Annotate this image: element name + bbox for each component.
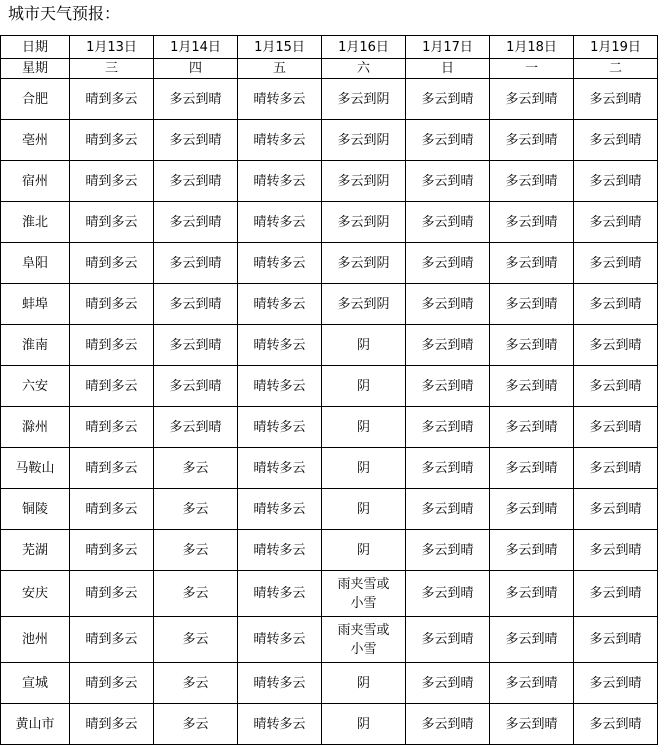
forecast-cell bbox=[322, 530, 406, 571]
forecast-text: 晴到多云 bbox=[85, 632, 138, 647]
forecast-text: 多云到晴 bbox=[505, 91, 558, 107]
city-name-cell: 淮南 bbox=[1, 325, 70, 366]
forecast-cell bbox=[406, 407, 490, 448]
forecast-text: 多云到晴 bbox=[421, 716, 474, 732]
forecast-text: 多云到晴 bbox=[421, 460, 474, 476]
forecast-cell bbox=[406, 202, 490, 243]
city-name-cell: 蚌埠 bbox=[1, 284, 70, 325]
forecast-text: 多云到晴 bbox=[589, 173, 642, 189]
forecast-text: 阴 bbox=[356, 501, 370, 517]
forecast-cell bbox=[574, 120, 658, 161]
forecast-cell bbox=[490, 530, 574, 571]
forecast-table bbox=[0, 35, 658, 745]
forecast-text: 阴 bbox=[356, 419, 370, 435]
forecast-cell bbox=[406, 79, 490, 120]
forecast-cell bbox=[70, 120, 154, 161]
forecast-cell bbox=[490, 284, 574, 325]
table-row bbox=[1, 530, 658, 571]
weekday-header-cell: 三 bbox=[70, 59, 154, 79]
forecast-text: 多云到晴 bbox=[589, 501, 642, 517]
date-header-cell: 1月14日 bbox=[154, 36, 238, 59]
forecast-text: 多云到晴 bbox=[589, 675, 642, 691]
forecast-text: 多云到晴 bbox=[505, 542, 558, 558]
forecast-text: 多云到晴 bbox=[169, 214, 222, 230]
forecast-text: 晴到多云 bbox=[85, 460, 138, 476]
forecast-text: 多云到晴 bbox=[505, 501, 558, 517]
forecast-cell bbox=[238, 161, 322, 202]
forecast-cell bbox=[154, 243, 238, 284]
forecast-cell bbox=[238, 120, 322, 161]
table-row bbox=[1, 161, 658, 202]
forecast-cell bbox=[154, 530, 238, 571]
forecast-cell bbox=[238, 284, 322, 325]
forecast-cell bbox=[322, 489, 406, 530]
forecast-cell bbox=[322, 161, 406, 202]
table-row bbox=[1, 704, 658, 745]
forecast-cell bbox=[406, 530, 490, 571]
forecast-cell bbox=[154, 448, 238, 489]
forecast-cell bbox=[322, 617, 406, 663]
table-row bbox=[1, 79, 658, 120]
forecast-text: 雨夹雪或小雪 bbox=[337, 622, 390, 657]
forecast-cell bbox=[322, 448, 406, 489]
forecast-text: 晴到多云 bbox=[85, 586, 138, 601]
date-header-cell: 1月17日 bbox=[406, 36, 490, 59]
forecast-text: 晴到多云 bbox=[85, 91, 138, 107]
forecast-text: 多云到晴 bbox=[421, 337, 474, 353]
forecast-cell bbox=[322, 663, 406, 704]
forecast-cell bbox=[154, 120, 238, 161]
forecast-cell bbox=[70, 202, 154, 243]
forecast-text: 多云到晴 bbox=[169, 173, 222, 189]
weekday-header-cell: 四 bbox=[154, 59, 238, 79]
forecast-cell bbox=[574, 704, 658, 745]
forecast-cell bbox=[238, 366, 322, 407]
forecast-text: 晴转多云 bbox=[253, 716, 306, 732]
forecast-cell bbox=[490, 489, 574, 530]
forecast-cell bbox=[490, 704, 574, 745]
forecast-text: 多云 bbox=[182, 501, 209, 517]
forecast-cell bbox=[238, 243, 322, 284]
forecast-cell bbox=[574, 448, 658, 489]
weekday-header-row bbox=[1, 59, 658, 79]
table-row bbox=[1, 202, 658, 243]
forecast-cell bbox=[238, 325, 322, 366]
forecast-text: 晴到多云 bbox=[85, 501, 138, 517]
forecast-text: 多云到晴 bbox=[421, 419, 474, 435]
forecast-text: 雨夹雪或小雪 bbox=[337, 576, 390, 611]
forecast-text: 多云到晴 bbox=[505, 419, 558, 435]
forecast-text: 晴转多云 bbox=[253, 501, 306, 517]
forecast-text: 多云到阴 bbox=[337, 91, 390, 107]
forecast-cell bbox=[490, 120, 574, 161]
forecast-cell bbox=[70, 571, 154, 617]
city-name-cell: 池州 bbox=[1, 617, 70, 663]
forecast-cell bbox=[154, 571, 238, 617]
forecast-text: 多云到晴 bbox=[589, 378, 642, 394]
forecast-cell bbox=[574, 407, 658, 448]
forecast-cell bbox=[238, 407, 322, 448]
forecast-cell bbox=[322, 79, 406, 120]
date-header-row bbox=[1, 36, 658, 59]
forecast-text: 晴转多云 bbox=[253, 255, 306, 271]
forecast-text: 多云到晴 bbox=[505, 378, 558, 394]
forecast-cell bbox=[70, 243, 154, 284]
forecast-text: 多云到晴 bbox=[505, 214, 558, 230]
forecast-text: 多云到晴 bbox=[589, 214, 642, 230]
weekday-header-label: 星期 bbox=[1, 59, 70, 79]
forecast-cell bbox=[70, 448, 154, 489]
city-name-cell: 亳州 bbox=[1, 120, 70, 161]
forecast-cell bbox=[490, 79, 574, 120]
forecast-text: 多云到晴 bbox=[505, 632, 558, 647]
forecast-cell bbox=[322, 704, 406, 745]
forecast-text: 晴到多云 bbox=[85, 296, 138, 312]
forecast-cell bbox=[574, 366, 658, 407]
forecast-text: 晴转多云 bbox=[253, 173, 306, 189]
table-row bbox=[1, 617, 658, 663]
forecast-text: 多云到阴 bbox=[337, 132, 390, 148]
city-name-cell: 合肥 bbox=[1, 79, 70, 120]
forecast-text: 多云到晴 bbox=[421, 214, 474, 230]
forecast-cell bbox=[574, 243, 658, 284]
forecast-cell bbox=[574, 571, 658, 617]
forecast-cell bbox=[574, 489, 658, 530]
forecast-text: 多云到晴 bbox=[421, 91, 474, 107]
forecast-text: 晴转多云 bbox=[253, 542, 306, 558]
forecast-cell bbox=[406, 571, 490, 617]
forecast-text: 多云 bbox=[182, 632, 209, 647]
forecast-text: 晴到多云 bbox=[85, 337, 138, 353]
forecast-text: 多云到晴 bbox=[421, 255, 474, 271]
city-name-cell: 黄山市 bbox=[1, 704, 70, 745]
forecast-cell bbox=[70, 79, 154, 120]
forecast-text: 多云 bbox=[182, 675, 209, 691]
forecast-text: 阴 bbox=[356, 337, 370, 353]
forecast-cell bbox=[238, 79, 322, 120]
forecast-cell bbox=[322, 120, 406, 161]
forecast-cell bbox=[322, 325, 406, 366]
forecast-cell bbox=[238, 663, 322, 704]
forecast-cell bbox=[154, 284, 238, 325]
forecast-cell bbox=[154, 489, 238, 530]
forecast-text: 多云到晴 bbox=[505, 173, 558, 189]
forecast-cell bbox=[322, 407, 406, 448]
forecast-cell bbox=[238, 202, 322, 243]
forecast-cell bbox=[322, 243, 406, 284]
forecast-text: 多云到晴 bbox=[589, 296, 642, 312]
forecast-text: 晴到多云 bbox=[85, 716, 138, 732]
forecast-text: 多云到晴 bbox=[589, 586, 642, 601]
forecast-text: 晴转多云 bbox=[253, 378, 306, 394]
table-row bbox=[1, 571, 658, 617]
table-row bbox=[1, 407, 658, 448]
forecast-text: 晴转多云 bbox=[253, 675, 306, 691]
weekday-header-cell: 二 bbox=[574, 59, 658, 79]
city-name-cell: 马鞍山 bbox=[1, 448, 70, 489]
forecast-cell bbox=[154, 407, 238, 448]
forecast-text: 多云到晴 bbox=[421, 378, 474, 394]
forecast-text: 多云到晴 bbox=[169, 337, 222, 353]
forecast-text: 阴 bbox=[356, 378, 370, 394]
date-header-cell: 1月18日 bbox=[490, 36, 574, 59]
forecast-text: 多云到晴 bbox=[505, 460, 558, 476]
forecast-text: 多云到晴 bbox=[505, 675, 558, 691]
forecast-text: 多云到晴 bbox=[505, 337, 558, 353]
forecast-cell bbox=[406, 366, 490, 407]
forecast-cell bbox=[490, 325, 574, 366]
forecast-cell bbox=[574, 284, 658, 325]
forecast-cell bbox=[154, 79, 238, 120]
city-name-cell: 滁州 bbox=[1, 407, 70, 448]
forecast-cell bbox=[406, 120, 490, 161]
forecast-cell bbox=[574, 161, 658, 202]
forecast-cell bbox=[70, 407, 154, 448]
forecast-cell bbox=[406, 448, 490, 489]
forecast-cell bbox=[70, 617, 154, 663]
forecast-text: 多云到晴 bbox=[505, 716, 558, 732]
forecast-text: 阴 bbox=[356, 675, 370, 691]
forecast-text: 晴转多云 bbox=[253, 632, 306, 647]
page-title: 城市天气预报： bbox=[8, 4, 121, 23]
forecast-text: 多云到晴 bbox=[589, 542, 642, 558]
forecast-text: 多云到阴 bbox=[337, 255, 390, 271]
forecast-text: 多云 bbox=[182, 716, 209, 732]
forecast-text: 晴到多云 bbox=[85, 542, 138, 558]
forecast-text: 多云 bbox=[182, 460, 209, 476]
forecast-text: 多云到晴 bbox=[169, 296, 222, 312]
forecast-cell bbox=[406, 489, 490, 530]
forecast-text: 晴到多云 bbox=[85, 173, 138, 189]
forecast-text: 晴转多云 bbox=[253, 337, 306, 353]
forecast-text: 多云到阴 bbox=[337, 173, 390, 189]
weekday-header-cell: 六 bbox=[322, 59, 406, 79]
forecast-cell bbox=[406, 284, 490, 325]
forecast-text: 多云到晴 bbox=[421, 542, 474, 558]
forecast-text: 多云到晴 bbox=[421, 501, 474, 517]
forecast-cell bbox=[574, 530, 658, 571]
forecast-text: 多云到晴 bbox=[589, 132, 642, 148]
forecast-cell bbox=[490, 663, 574, 704]
table-row bbox=[1, 366, 658, 407]
forecast-cell bbox=[70, 704, 154, 745]
forecast-cell bbox=[406, 617, 490, 663]
forecast-text: 晴转多云 bbox=[253, 460, 306, 476]
table-row bbox=[1, 448, 658, 489]
table-row bbox=[1, 489, 658, 530]
forecast-text: 多云到晴 bbox=[169, 255, 222, 271]
forecast-cell bbox=[154, 663, 238, 704]
date-header-cell: 1月13日 bbox=[70, 36, 154, 59]
table-row bbox=[1, 120, 658, 161]
forecast-text: 多云到晴 bbox=[421, 132, 474, 148]
forecast-cell bbox=[490, 448, 574, 489]
forecast-text: 多云到晴 bbox=[505, 132, 558, 148]
forecast-cell bbox=[70, 530, 154, 571]
forecast-text: 多云到晴 bbox=[589, 716, 642, 732]
forecast-cell bbox=[238, 530, 322, 571]
forecast-text: 多云到晴 bbox=[169, 132, 222, 148]
forecast-text: 晴到多云 bbox=[85, 132, 138, 148]
forecast-cell bbox=[406, 161, 490, 202]
forecast-text: 多云到晴 bbox=[421, 296, 474, 312]
forecast-cell bbox=[70, 325, 154, 366]
forecast-cell bbox=[238, 571, 322, 617]
forecast-cell bbox=[322, 571, 406, 617]
forecast-cell bbox=[406, 663, 490, 704]
forecast-text: 晴到多云 bbox=[85, 378, 138, 394]
forecast-text: 多云到晴 bbox=[421, 632, 474, 647]
forecast-text: 晴转多云 bbox=[253, 214, 306, 230]
forecast-text: 阴 bbox=[356, 716, 370, 732]
forecast-text: 多云 bbox=[182, 586, 209, 601]
forecast-cell bbox=[406, 704, 490, 745]
forecast-cell bbox=[154, 202, 238, 243]
forecast-cell bbox=[406, 243, 490, 284]
forecast-text: 阴 bbox=[356, 542, 370, 558]
forecast-cell bbox=[238, 617, 322, 663]
forecast-text: 多云到晴 bbox=[169, 91, 222, 107]
forecast-text: 晴转多云 bbox=[253, 91, 306, 107]
forecast-cell bbox=[490, 366, 574, 407]
forecast-text: 晴转多云 bbox=[253, 586, 306, 601]
forecast-cell bbox=[490, 161, 574, 202]
forecast-text: 多云到晴 bbox=[589, 632, 642, 647]
forecast-cell bbox=[238, 489, 322, 530]
forecast-text: 多云到晴 bbox=[505, 586, 558, 601]
forecast-cell bbox=[574, 79, 658, 120]
forecast-text: 多云 bbox=[182, 542, 209, 558]
city-name-cell: 宿州 bbox=[1, 161, 70, 202]
date-header-cell: 1月19日 bbox=[574, 36, 658, 59]
forecast-cell bbox=[574, 202, 658, 243]
forecast-cell bbox=[154, 325, 238, 366]
forecast-cell bbox=[70, 161, 154, 202]
weekday-header-cell: 五 bbox=[238, 59, 322, 79]
weekday-header-cell: 一 bbox=[490, 59, 574, 79]
forecast-text: 晴转多云 bbox=[253, 419, 306, 435]
forecast-text: 多云到晴 bbox=[589, 337, 642, 353]
forecast-text: 晴到多云 bbox=[85, 675, 138, 691]
forecast-text: 多云到晴 bbox=[589, 255, 642, 271]
date-header-cell: 1月15日 bbox=[238, 36, 322, 59]
forecast-cell bbox=[154, 366, 238, 407]
forecast-text: 阴 bbox=[356, 460, 370, 476]
forecast-text: 多云到晴 bbox=[589, 419, 642, 435]
forecast-text: 多云到晴 bbox=[421, 173, 474, 189]
forecast-cell bbox=[154, 161, 238, 202]
forecast-cell bbox=[70, 284, 154, 325]
city-name-cell: 宣城 bbox=[1, 663, 70, 704]
city-name-cell: 六安 bbox=[1, 366, 70, 407]
forecast-text: 多云到晴 bbox=[505, 255, 558, 271]
forecast-text: 晴到多云 bbox=[85, 419, 138, 435]
forecast-text: 晴到多云 bbox=[85, 255, 138, 271]
forecast-cell bbox=[490, 617, 574, 663]
city-name-cell: 淮北 bbox=[1, 202, 70, 243]
table-row bbox=[1, 325, 658, 366]
forecast-cell bbox=[406, 325, 490, 366]
forecast-text: 多云到阴 bbox=[337, 214, 390, 230]
forecast-cell bbox=[490, 202, 574, 243]
forecast-text: 多云到晴 bbox=[421, 675, 474, 691]
forecast-text: 多云到晴 bbox=[421, 586, 474, 601]
city-name-cell: 铜陵 bbox=[1, 489, 70, 530]
forecast-cell bbox=[322, 202, 406, 243]
city-name-cell: 安庆 bbox=[1, 571, 70, 617]
forecast-cell bbox=[238, 448, 322, 489]
forecast-text: 多云到晴 bbox=[589, 91, 642, 107]
city-name-cell: 芜湖 bbox=[1, 530, 70, 571]
forecast-cell bbox=[70, 663, 154, 704]
forecast-text: 多云到晴 bbox=[505, 296, 558, 312]
forecast-cell bbox=[490, 243, 574, 284]
weekday-header-cell: 日 bbox=[406, 59, 490, 79]
forecast-cell bbox=[70, 366, 154, 407]
forecast-cell bbox=[490, 571, 574, 617]
forecast-text: 多云到阴 bbox=[337, 296, 390, 312]
forecast-cell bbox=[574, 325, 658, 366]
forecast-table-body bbox=[1, 36, 658, 745]
forecast-cell bbox=[238, 704, 322, 745]
forecast-text: 晴转多云 bbox=[253, 296, 306, 312]
city-name-cell: 阜阳 bbox=[1, 243, 70, 284]
forecast-cell bbox=[490, 407, 574, 448]
forecast-text: 多云到晴 bbox=[589, 460, 642, 476]
forecast-text: 晴到多云 bbox=[85, 214, 138, 230]
forecast-cell bbox=[70, 489, 154, 530]
forecast-cell bbox=[322, 366, 406, 407]
table-row bbox=[1, 243, 658, 284]
forecast-text: 多云到晴 bbox=[169, 378, 222, 394]
forecast-cell bbox=[574, 617, 658, 663]
forecast-cell bbox=[574, 663, 658, 704]
forecast-cell bbox=[154, 704, 238, 745]
forecast-text: 晴转多云 bbox=[253, 132, 306, 148]
table-row bbox=[1, 284, 658, 325]
table-row bbox=[1, 663, 658, 704]
date-header-label: 日期 bbox=[1, 36, 70, 59]
date-header-cell: 1月16日 bbox=[322, 36, 406, 59]
forecast-cell bbox=[322, 284, 406, 325]
forecast-text: 多云到晴 bbox=[169, 419, 222, 435]
forecast-cell bbox=[154, 617, 238, 663]
